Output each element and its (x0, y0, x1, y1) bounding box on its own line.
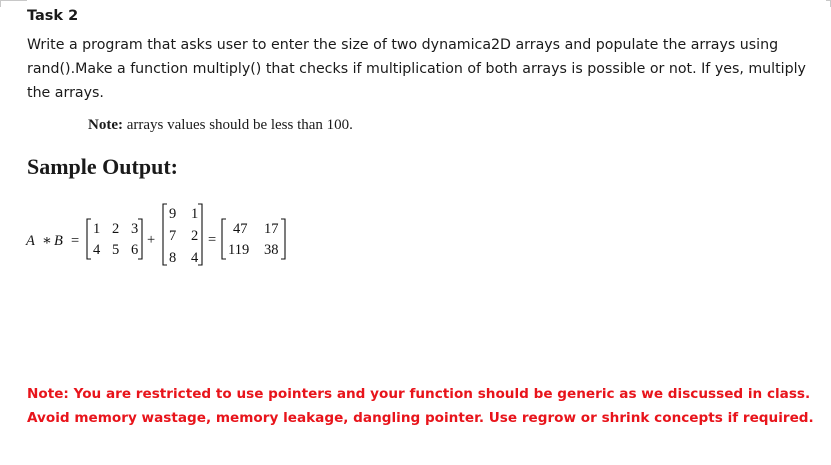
matrix-c-right-bracket (281, 219, 285, 259)
matrix-c-cell: 17 (264, 221, 279, 237)
restriction-note-line-2: Avoid memory wastage, memory leakage, dangling pointer. Use regrow or shrink concepts if required. (27, 410, 814, 426)
matrix-b-cell: 4 (191, 250, 199, 266)
matrix-b-cell: 9 (169, 206, 177, 222)
matrix-a-left-bracket (87, 219, 91, 259)
lhs-b: B (54, 233, 63, 249)
times-operator: ∗ (42, 233, 52, 249)
page-corner-mark-left (0, 0, 27, 7)
matrix-a-right-bracket (138, 219, 142, 259)
task-description: Write a program that asks user to enter the size of two dynamica2D arrays and populate the arrays using rand().Make a function multiply() that checks if multiplication of both arrays is possible or not. If yes, multiply the arrays. (27, 37, 806, 101)
note-label: Note: (88, 117, 123, 133)
matrix-a-cell: 3 (131, 221, 139, 237)
array-value-note (88, 117, 353, 134)
matrix-c-left-bracket (222, 219, 226, 259)
matrix-b-cell: 1 (191, 206, 199, 222)
page-corner-mark-right (826, 0, 831, 7)
matrix-b-cell: 2 (191, 228, 199, 244)
lhs-a: A (26, 233, 35, 249)
note-text: arrays values should be less than 100. (122, 117, 353, 133)
matrix-b-right-bracket (198, 204, 202, 265)
matrix-a-cell: 1 (93, 221, 101, 237)
plus-operator: + (147, 232, 156, 248)
restriction-note-line-1: Note: You are restricted to use pointers and your function should be generic as we discussed in class. (27, 386, 811, 402)
matrix-equation (20, 198, 390, 278)
sample-output-heading: Sample Output: (27, 154, 178, 179)
matrix-a-cell: 2 (112, 221, 120, 237)
matrix-c-cell: 47 (233, 221, 248, 237)
matrix-c-cell: 38 (264, 242, 279, 258)
matrix-a-cell: 5 (112, 242, 120, 258)
matrix-b-cell: 7 (169, 228, 177, 244)
task-title: Task 2 (27, 8, 79, 24)
matrix-b-left-bracket (163, 204, 167, 265)
matrix-c-cell: 119 (228, 242, 250, 258)
matrix-a-cell: 6 (131, 242, 139, 258)
equals-sign-result: = (208, 232, 217, 248)
equals-sign: = (71, 233, 80, 249)
matrix-a-cell: 4 (93, 242, 101, 258)
matrix-b-cell: 8 (169, 250, 177, 266)
restriction-note (27, 382, 822, 430)
